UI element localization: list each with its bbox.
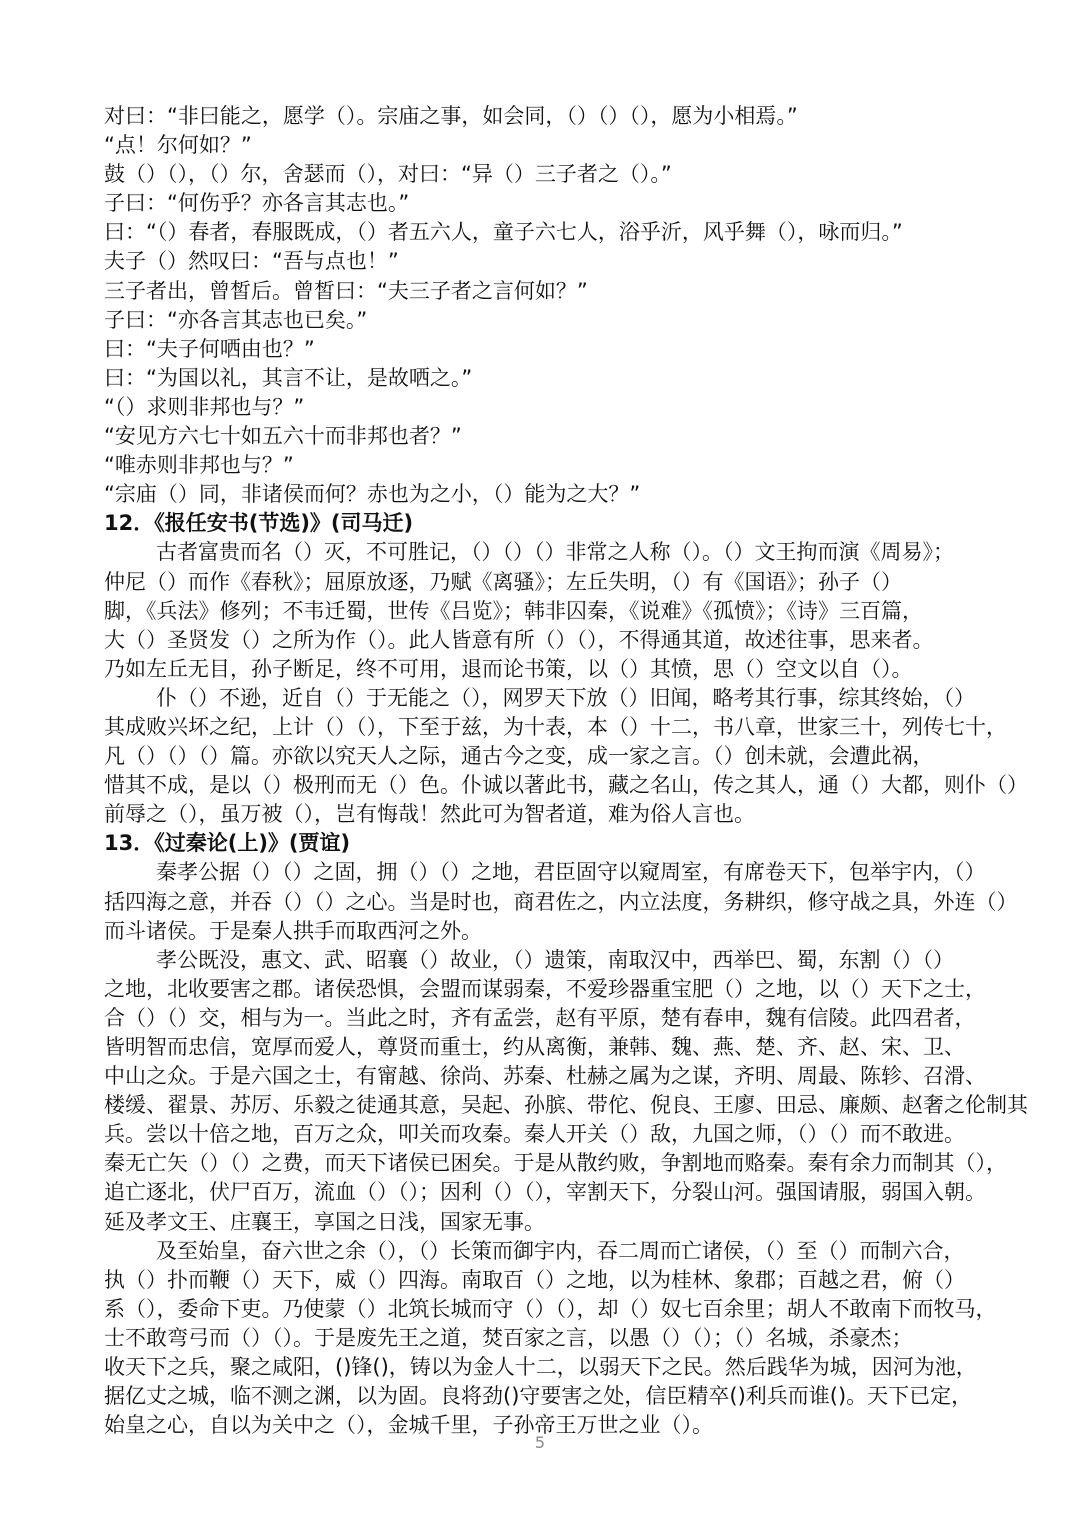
text-line: 收天下之兵，聚之咸阳，()锋()，铸以为金人十二，以弱天下之民。然后践华为城，因河为池， [104,1355,977,1380]
paragraph [104,946,1034,1237]
text-line: 士不敢弯弓而（）（）。于是废先王之道，焚百家之言，以愚（）（）；（）名城，杀豪杰； [104,1325,913,1350]
text-line: 楼缓、翟景、苏厉、乐毅之徒通其意，吴起、孙膑、带佗、倪良、王廖、田忌、廉颇、赵奢之伦制其 [104,1093,1028,1118]
text-line: 而斗诸侯。于是秦人拱手而取西河之外。 [104,918,482,943]
text-line: 及至始皇，奋六世之余（），（）长策而御宇内，吞二周而亡诸侯，（）至（）而制六合， [156,1238,965,1263]
text-line: 三子者出，曾皙后。曾皙曰：“夫三子者之言何如？” [104,278,588,303]
text-line: 括四海之意，并吞（）（）之心。当是时也，商君佐之，内立法度，务耕织，修守战之具，外连（） [104,889,1018,914]
text-line: “宗庙（）同，非诸侯而何？赤也为之小，（）能为之大？” [104,482,641,507]
section-heading: 13．《过秦论(上)》(贾谊) [104,831,351,856]
text-line: “（）求则非邦也与？” [104,394,305,419]
text-line: 延及孝文王、庄襄王，享国之日浅，国家无事。 [104,1209,545,1234]
text-line: 乃如左丘无目，孙子断足，终不可用，退而论书策，以（）其愤，思（）空文以自（）。 [104,656,913,681]
text-line: 惜其不成，是以（）极刑而无（）色。仆诚以著此书，藏之名山，传之其人，通（）大都，则仆（） [104,773,1028,798]
text-line: 仲尼（）而作《春秋》；屈原放逐，乃赋《离骚》；左丘失明，（）有《国语》；孙子（） [104,569,902,594]
text-line: 夫子（）然叹曰：“吾与点也！” [104,249,399,274]
text-line: “安见方六七十如五六十而非邦也者？” [104,424,462,449]
text-line: 皆明智而忠信，宽厚而爱人，尊贤而重士，约从离衡，兼韩、魏、燕、楚、齐、赵、宋、卫、 [104,1035,965,1059]
text-line: 始皇之心，自以为关中之（），金城千里，子孙帝王万世之业（）。 [104,1413,713,1438]
text-line: 系（），委命下吏。乃使蒙（）北筑长城而守（）（），却（）奴七百余里；胡人不敢南下而牧马， [104,1296,997,1321]
text-line: 执（）扑而鞭（）天下，威（）四海。南取百（）之地，以为桂林、象郡；百越之君，俯（） [104,1267,965,1292]
text-line: 合（）（）交，相与为一。当此之时，齐有孟尝，赵有平原，楚有春申，魏有信陵。此四君者， [104,1005,976,1030]
text-line: 曰：“（）春者，春服既成，（）者五六人，童子六七人，浴乎沂，风乎舞（），咏而归。” [104,220,903,245]
section-11-tail [104,102,1034,509]
text-line: 据亿丈之城，临不测之渊，以为固。良将劲()守要害之处，信臣精卒()利兵而谁()。天下已定， [104,1384,973,1409]
text-line: 秦无亡矢（）（）之费，而天下诸侯已困矣。于是从散约败，争割地而赂秦。秦有余力而制其（）， [104,1151,1007,1176]
text-line: “点！尔何如？” [104,133,252,158]
text-line: 古者富贵而名（）灭，不可胜记，（）（）（）非常之人称（）。（）文王拘而演《周易》； [156,540,954,565]
text-line: “唯赤则非邦也与？” [104,453,294,478]
text-line: 曰：“为国以礼，其言不让，是故哂之。” [104,365,473,390]
document-body [104,102,1034,1440]
text-line: 子曰：“何伤乎？亦各言其志也。” [104,191,410,216]
text-line: 追亡逐北，伏尸百万，流血（）（）；因利（）（），宰割天下，分裂山河。强国请服，弱国入朝。 [104,1180,986,1205]
paragraph [104,538,1034,683]
text-line: 凡（）（）（）篇。亦欲以究天人之际，通古今之变，成一家之言。（）创未就，会遭此祸， [104,744,934,769]
text-line: 仆（）不逊，近自（）于无能之（），网罗天下放（）旧闻，略考其行事，综其终始，（） [156,685,975,710]
paragraph [104,858,1034,945]
text-line: 其成败兴坏之纪，上计（）（），下至于兹，为十表，本（）十二，书八章，世家三十，列传七十， [104,714,1007,739]
text-line: 之地，北收要害之郡。诸侯恐惧，会盟而谋弱秦，不爱珍器重宝肥（）之地，以（）天下之士， [104,976,986,1001]
paragraph [104,684,1034,829]
text-line: 子曰：“亦各言其志也已矣。” [104,307,368,332]
text-line: 对曰：“非曰能之，愿学（）。宗庙之事，如会同，（）（）（），愿为小相焉。” [104,104,798,128]
text-line: 秦孝公据（）（）之固，拥（）（）之地，君臣固守以窥周室，有席卷天下，包举宇内，（） [156,860,986,885]
section-12 [104,509,1034,829]
text-line: 中山之众。于是六国之士，有甯越、徐尚、苏秦、杜赫之属为之谋，齐明、周最、陈轸、召滑、 [104,1064,986,1089]
page-number: 5 [534,1433,546,1452]
text-line: 曰：“夫子何哂由也？” [104,336,315,361]
text-line: 鼓（）（），（）尔，舍瑟而（），对曰：“异（）三子者之（）。” [104,162,672,187]
section-heading: 12．《报任安书(节选)》(司马迁) [104,511,414,536]
text-line: 脚，《兵法》修列；不韦迁蜀，世传《吕览》；韩非囚秦，《说难》《孤愤》；《诗》三百篇， [104,598,923,623]
text-line: 孝公既没，惠文、武、昭襄（）故业，（）遗策，南取汉中，西举巴、蜀，东割（）（） [156,947,954,972]
section-13 [104,829,1034,1440]
text-line: 大（）圣贤发（）之所为作（）。此人皆意有所（）（），不得通其道，故述往事，思来者。 [104,627,934,652]
text-line: 兵。尝以十倍之地，百万之众，叩关而攻秦。秦人开关（）敌，九国之师，（）（）而不敢进。 [104,1122,965,1147]
paragraph [104,1237,1034,1441]
text-line: 前辱之（），虽万被（），岂有悔哉！然此可为智者道，难为俗人言也。 [104,802,755,827]
